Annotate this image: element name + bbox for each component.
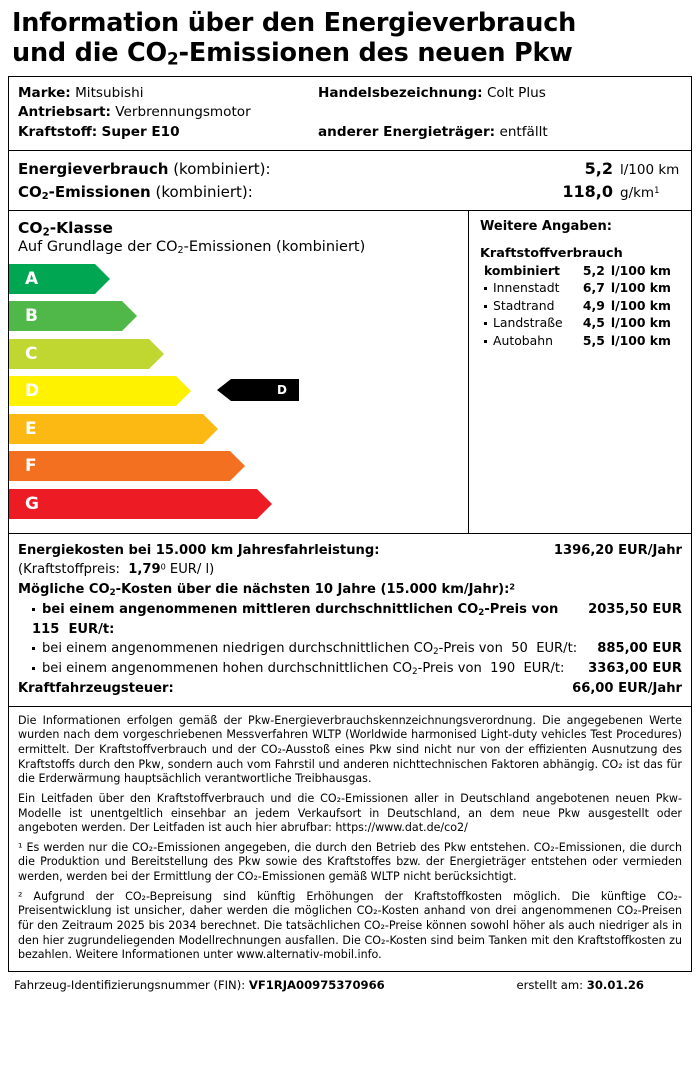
marke-field [18, 84, 318, 104]
vehicle-row-1 [18, 84, 682, 104]
created-date-value: 30.01.26 [586, 977, 644, 992]
fuel-consumption-table [480, 262, 682, 349]
document-footer [8, 972, 692, 992]
kraftstoff-label: Kraftstoff: [18, 124, 98, 141]
class-bar-shape [9, 264, 95, 294]
class-bar-shape [9, 301, 122, 331]
co2-class-bar-f [9, 450, 468, 483]
scenario-price-unit: EUR/t: [68, 621, 115, 637]
co2-class-subheading: Auf Grundlage der $CO_2$-Emissionen (kombiniert) [18, 239, 366, 257]
handelsbezeichnung-label: Handelsbezeichnung: [318, 84, 483, 101]
consumption-detail-value: 6,7 [582, 280, 605, 296]
page-title [8, 6, 692, 76]
co2-emissionen-row: $CO_2$-Emissionen (kombiniert): 118,0 $g/km^1$ [18, 182, 682, 202]
scenario-price: 115 [32, 621, 60, 637]
vehicle-row-3 [18, 123, 682, 143]
consumption-detail-unit: l/100 km [610, 297, 671, 313]
bullet-icon [32, 659, 42, 679]
bullet-icon [32, 600, 42, 620]
co2-price-scenario-row: bei einem angenommenen mittleren durchschnittlichen $CO_2$-Preis von 115 EUR/t: 2035,50 EUR [32, 601, 682, 637]
energieverbrauch-unit: l/100 km [620, 161, 680, 178]
scenario-price-unit: EUR/t: [536, 641, 578, 657]
consumption-detail-row [480, 279, 682, 296]
scenario-price: 190 [490, 661, 516, 677]
co2-class-bar-b [9, 300, 468, 333]
co2-class-bar-d [9, 375, 468, 408]
marke-label: Marke: [18, 84, 71, 101]
consumption-detail-label: kombiniert [484, 263, 560, 279]
class-bar-shape [9, 414, 203, 444]
scenario-text-b: -Preis von [438, 641, 503, 657]
consumption-detail-value: 4,5 [582, 315, 605, 331]
class-bar-shape [9, 489, 257, 519]
class-bar-label: E [25, 418, 37, 439]
vehicle-row-2 [18, 103, 682, 123]
vehicle-info-section [9, 77, 691, 151]
additional-details-column [469, 211, 691, 533]
fin-value: VF1RJA00975370966 [248, 977, 385, 992]
fuel-consumption-title: Kraftstoffverbrauch [480, 245, 623, 261]
consumption-detail-value: 5,5 [582, 332, 605, 348]
co2-class-bar-g [9, 487, 468, 520]
class-bar-label: F [25, 456, 37, 477]
kraftstoffpreis-label: (Kraftstoffpreis: [18, 562, 120, 578]
class-bar-label: C [25, 343, 38, 364]
note-paragraph-3: ¹ Es werden nur die CO₂-Emissionen angegeben, die durch den Betrieb des Pkw entstehen. CO₂-Emissionen, die durch die Produktion und Bereitstellung des Pkw sowie des Kraftstoffes bzw. der Energieträger entstehen oder vermieden werden, werden bei der Ermittlung der CO₂-Emissionen gemäß WLTP nicht berücksichtigt. [18, 840, 682, 884]
consumption-detail-row [480, 262, 682, 279]
co2-class-bar-e [9, 412, 468, 445]
energiekosten-row [18, 541, 682, 561]
co2-class-heading: $CO_2$-Klasse [18, 218, 113, 239]
antriebsart-field [18, 103, 318, 123]
scenario-total-value: 885,00 EUR [597, 641, 682, 657]
class-bar-label: A [25, 268, 39, 289]
anderer-energietraeger-value: entfällt [499, 124, 548, 141]
bullet-icon [484, 298, 493, 313]
kraftstoff-value: Super E10 [101, 124, 180, 141]
consumption-detail-unit: l/100 km [610, 315, 671, 331]
co2-price-scenario-row: bei einem angenommenen hohen durchschnittlichen $CO_2$-Preis von 190 EUR/t: 3363,00 EUR [18, 659, 682, 679]
consumption-detail-row [480, 314, 682, 331]
anderer-energietraeger-label: anderer Energieträger: [318, 124, 496, 141]
kraftfahrzeugsteuer-label: Kraftfahrzeugsteuer: [18, 681, 174, 697]
kraftfahrzeugsteuer-value: 66,00 EUR/Jahr [572, 681, 682, 697]
scenario-text-b: -Preis von [417, 661, 482, 677]
kraftstoffpreis-row: (Kraftstoffpreis: 1,79$^0$ EUR/ l) [18, 561, 215, 578]
marke-value: Mitsubishi [75, 84, 144, 101]
note-paragraph-4: ² Aufgrund der CO₂-Bepreisung sind künftig Erhöhungen der Kraftstoffkosten möglich. Die künftige CO₂-Preisentwicklung ist unsicher, daher werden die möglichen CO₂-Kosten anhand von drei angenommenen CO₂-Preisen für den Zeitraum 2025 bis 2034 berechnet. Die tatsächlichen CO₂-Preise können sowohl höher als auch niedriger als in den hier zugrundeliegenden Modellrechnungen ausfallen. Die CO₂-Kosten sind beim Tanken mit den Kraftstoffkosten zu bezahlen. Weitere Informationen unter www.alternativ-mobil.info. [18, 889, 682, 962]
consumption-section [9, 151, 691, 211]
energieverbrauch-row [18, 159, 682, 178]
created-date-field [516, 978, 688, 992]
co2-unit: $g/km^1$ [620, 184, 660, 201]
consumption-detail-row [480, 297, 682, 314]
class-bar-label: G [25, 493, 39, 514]
note-paragraph-1: Die Informationen erfolgen gemäß der Pkw-Energieverbrauchskennzeichnungsverordnung. Die angegebenen Werte wurden nach dem vorgeschriebenen Messverfahren WLTP (Worldwide harmonised Light-duty vehicles Test Procedures) ermittelt. Der Kraftstoffverbrauch und der CO₂-Ausstoß eines Pkw sind nicht nur von der effizienten Ausnutzung des Kraftstoffs durch den Pkw, sondern auch vom Fahrstil und anderen nichttechnischen Faktoren abhängig. CO₂ ist das für die Erderwärmung hauptsächlich verantwortliche Treibhausgas. [18, 713, 682, 786]
bullet-icon [484, 280, 493, 295]
scenario-total-value: 3363,00 EUR [588, 661, 682, 677]
consumption-detail-value: 5,2 [582, 263, 605, 279]
consumption-detail-unit: l/100 km [610, 263, 671, 279]
consumption-detail-row [480, 331, 682, 348]
scenario-text-a: bei einem angenommenen mittleren durchschnittlichen CO [42, 601, 479, 617]
handelsbezeichnung-field [318, 84, 682, 104]
title-line-1: Information über den Energieverbrauch [12, 8, 577, 38]
scenario-price-unit: EUR/t: [523, 661, 565, 677]
anderer-energietraeger-field [318, 123, 682, 143]
class-bar-shape [9, 376, 176, 406]
scenario-total-value: 2035,50 EUR [588, 601, 682, 617]
consumption-detail-label: Stadtrand [480, 297, 578, 314]
bullet-icon [484, 333, 493, 348]
co2-qualifier: (kombiniert): [155, 182, 253, 201]
co2-label-a: CO [18, 182, 42, 201]
antriebsart-value: Verbrennungsmotor [115, 104, 251, 121]
co2-class-bar-c [9, 337, 468, 370]
title-line-2: und die $CO_2$-Emissionen des neuen Pkw [12, 38, 573, 69]
consumption-detail-unit: l/100 km [610, 280, 671, 296]
costs-section [9, 534, 691, 707]
legal-notes-section [9, 707, 691, 971]
co2-price-scenarios [18, 600, 682, 679]
antriebsart-label: Antriebsart: [18, 104, 111, 121]
co2-class-bar-a [9, 262, 468, 295]
current-class-marker: D [231, 379, 299, 401]
co2-price-scenario-row: bei einem angenommenen niedrigen durchschnittlichen $CO_2$-Preis von 50 EUR/t: 885,00 EUR [18, 639, 682, 659]
handelsbezeichnung-value: Colt Plus [486, 84, 546, 101]
energieverbrauch-qualifier: (kombiniert): [173, 159, 271, 178]
scenario-text-a: bei einem angenommenen niedrigen durchschnittlichen CO [42, 641, 434, 657]
co2-value: 118,0 [562, 181, 613, 201]
scenario-price: 50 [511, 641, 528, 657]
kraftstoffpreis-value: 1,79 [128, 562, 161, 578]
label-frame [8, 76, 692, 972]
consumption-detail-unit: l/100 km [610, 332, 671, 348]
class-bar-shape [9, 339, 149, 369]
co2-class-scale [9, 262, 468, 520]
energiekosten-label: Energiekosten bei 15.000 km Jahresfahrleistung: [18, 542, 380, 558]
class-bar-shape [9, 451, 230, 481]
class-and-details-section [9, 211, 691, 534]
consumption-detail-label: Innenstadt [480, 279, 578, 296]
fin-field [14, 978, 516, 992]
kraftstoff-field [18, 123, 318, 143]
kraftstoffpreis-unit: EUR/ l) [169, 562, 215, 578]
scenario-text-a: bei einem angenommenen hohen durchschnittlichen CO [42, 661, 413, 677]
kraftfahrzeugsteuer-row [18, 679, 682, 699]
bullet-icon [32, 639, 42, 659]
class-bar-label: B [25, 306, 38, 327]
energieverbrauch-value: 5,2 [584, 158, 613, 178]
class-bar-label: D [25, 381, 40, 402]
bullet-icon [484, 315, 493, 330]
co2-label-b: -Emissionen [48, 182, 151, 201]
note-paragraph-2: Ein Leitfaden über den Kraftstoffverbrauch und die CO₂-Emissionen aller in Deutschland angebotenen neuen Pkw-Modelle ist unentgeltlich einsehbar an jedem Verkaufsort in Deutschland, an dem neue Pkw ausgestellt oder angeboten werden. Der Leitfaden ist auch hier abrufbar: https://www.dat.de/co2/ [18, 791, 682, 835]
energiekosten-value: 1396,20 EUR/Jahr [553, 542, 682, 558]
consumption-detail-value: 4,9 [582, 297, 605, 313]
co2-class-column [9, 211, 469, 533]
additional-details-heading: Weitere Angaben: [480, 218, 612, 234]
moegliche-co2-kosten-heading: Mögliche $CO_2$-Kosten über die nächsten 10 Jahre (15.000 km/Jahr):$^2$ [18, 581, 516, 598]
consumption-detail-label: Autobahn [480, 331, 578, 348]
energieverbrauch-label: Energieverbrauch [18, 159, 169, 178]
consumption-detail-label: Landstraße [480, 314, 578, 331]
fin-label: Fahrzeug-Identifizierungsnummer (FIN): [14, 977, 246, 992]
created-date-label: erstellt am: [516, 977, 584, 992]
scenario-text-b: -Preis von [484, 601, 559, 617]
